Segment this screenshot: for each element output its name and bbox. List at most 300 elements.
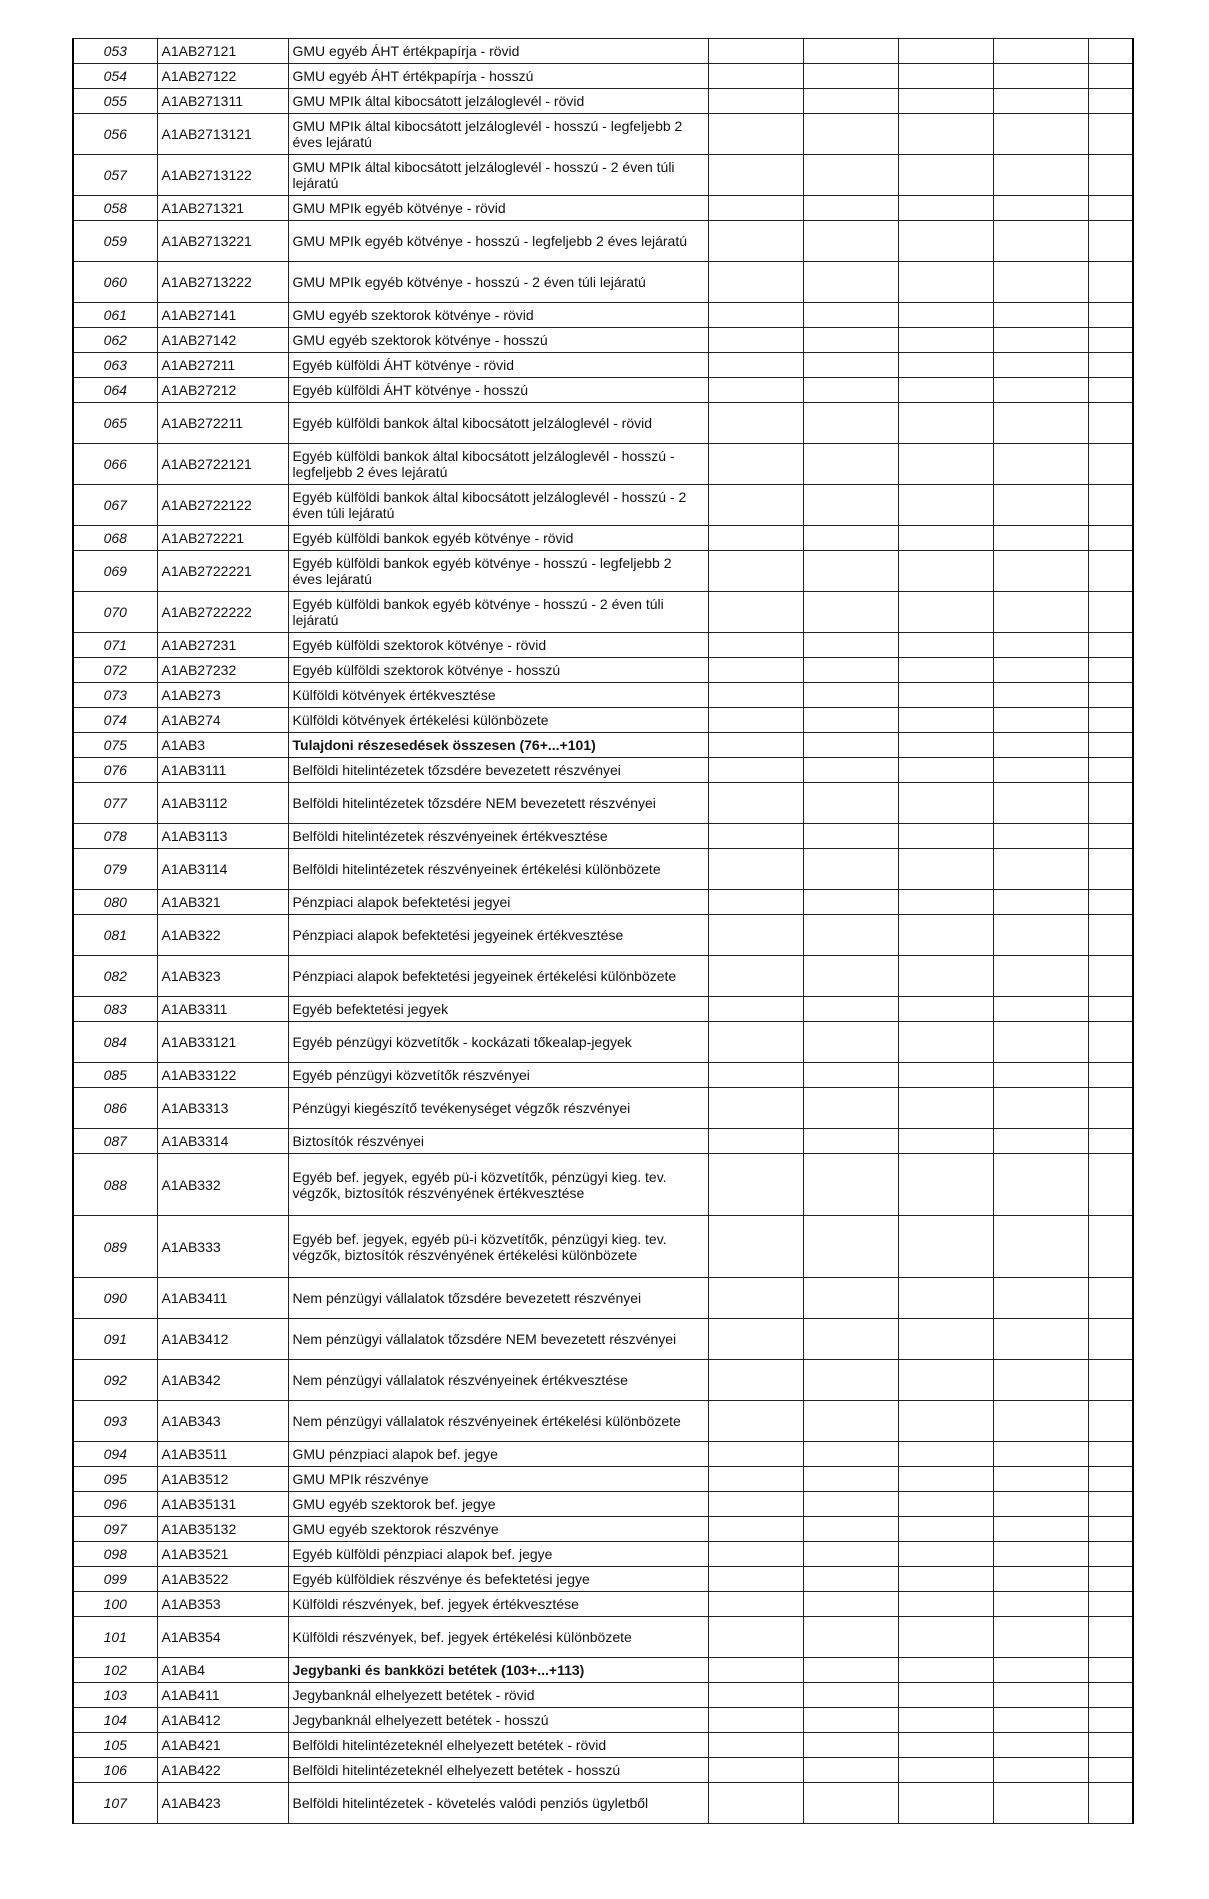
value-cell-2[interactable] <box>803 1517 898 1542</box>
value-cell-4[interactable] <box>993 758 1088 783</box>
value-cell-4[interactable] <box>993 733 1088 758</box>
value-cell-3[interactable] <box>898 64 993 89</box>
value-cell-5[interactable] <box>1088 1567 1133 1592</box>
value-cell-5[interactable] <box>1088 824 1133 849</box>
value-cell-5[interactable] <box>1088 403 1133 444</box>
value-cell-3[interactable] <box>898 403 993 444</box>
value-cell-2[interactable] <box>803 526 898 551</box>
value-cell-4[interactable] <box>993 155 1088 196</box>
value-cell-5[interactable] <box>1088 733 1133 758</box>
value-cell-4[interactable] <box>993 1319 1088 1360</box>
value-cell-1[interactable] <box>708 658 803 683</box>
value-cell-4[interactable] <box>993 262 1088 303</box>
value-cell-2[interactable] <box>803 824 898 849</box>
value-cell-4[interactable] <box>993 353 1088 378</box>
value-cell-3[interactable] <box>898 526 993 551</box>
value-cell-2[interactable] <box>803 1683 898 1708</box>
value-cell-5[interactable] <box>1088 849 1133 890</box>
value-cell-5[interactable] <box>1088 1542 1133 1567</box>
row-number-cell: 062 <box>73 328 157 353</box>
value-cell-4[interactable] <box>993 1733 1088 1758</box>
value-cell-4[interactable] <box>993 1592 1088 1617</box>
value-cell-5[interactable] <box>1088 378 1133 403</box>
value-cell-5[interactable] <box>1088 592 1133 633</box>
value-cell-1[interactable] <box>708 1401 803 1442</box>
value-cell-5[interactable] <box>1088 1129 1133 1154</box>
value-cell-3[interactable] <box>898 1154 993 1216</box>
value-cell-2[interactable] <box>803 997 898 1022</box>
value-cell-1[interactable] <box>708 1278 803 1319</box>
value-cell-2[interactable] <box>803 1442 898 1467</box>
row-number-cell: 099 <box>73 1567 157 1592</box>
value-cell-2[interactable] <box>803 378 898 403</box>
value-cell-3[interactable] <box>898 1401 993 1442</box>
row-code-cell: A1AB2722222 <box>157 592 288 633</box>
value-cell-5[interactable] <box>1088 708 1133 733</box>
value-cell-1[interactable] <box>708 1063 803 1088</box>
value-cell-4[interactable] <box>993 526 1088 551</box>
value-cell-2[interactable] <box>803 1401 898 1442</box>
value-cell-2[interactable] <box>803 890 898 915</box>
value-cell-4[interactable] <box>993 64 1088 89</box>
value-cell-4[interactable] <box>993 89 1088 114</box>
value-cell-3[interactable] <box>898 1319 993 1360</box>
value-cell-3[interactable] <box>898 1360 993 1401</box>
value-cell-3[interactable] <box>898 1467 993 1492</box>
value-cell-4[interactable] <box>993 1683 1088 1708</box>
value-cell-2[interactable] <box>803 303 898 328</box>
value-cell-1[interactable] <box>708 1129 803 1154</box>
value-cell-4[interactable] <box>993 485 1088 526</box>
table-row <box>73 353 1133 378</box>
value-cell-1[interactable] <box>708 89 803 114</box>
value-cell-1[interactable] <box>708 1708 803 1733</box>
value-cell-4[interactable] <box>993 1278 1088 1319</box>
value-cell-3[interactable] <box>898 633 993 658</box>
value-cell-1[interactable] <box>708 1783 803 1824</box>
value-cell-5[interactable] <box>1088 658 1133 683</box>
value-cell-1[interactable] <box>708 824 803 849</box>
value-cell-3[interactable] <box>898 1617 993 1658</box>
table-row <box>73 378 1133 403</box>
value-cell-2[interactable] <box>803 1492 898 1517</box>
row-number-cell: 069 <box>73 551 157 592</box>
value-cell-2[interactable] <box>803 1319 898 1360</box>
value-cell-4[interactable] <box>993 328 1088 353</box>
value-cell-1[interactable] <box>708 378 803 403</box>
value-cell-1[interactable] <box>708 1467 803 1492</box>
value-cell-1[interactable] <box>708 1758 803 1783</box>
value-cell-4[interactable] <box>993 1708 1088 1733</box>
value-cell-5[interactable] <box>1088 1683 1133 1708</box>
value-cell-3[interactable] <box>898 915 993 956</box>
value-cell-2[interactable] <box>803 783 898 824</box>
value-cell-3[interactable] <box>898 1492 993 1517</box>
value-cell-3[interactable] <box>898 1567 993 1592</box>
value-cell-5[interactable] <box>1088 444 1133 485</box>
value-cell-5[interactable] <box>1088 956 1133 997</box>
value-cell-3[interactable] <box>898 683 993 708</box>
value-cell-3[interactable] <box>898 1733 993 1758</box>
value-cell-4[interactable] <box>993 1567 1088 1592</box>
value-cell-2[interactable] <box>803 633 898 658</box>
value-cell-4[interactable] <box>993 196 1088 221</box>
value-cell-3[interactable] <box>898 551 993 592</box>
row-number-cell: 095 <box>73 1467 157 1492</box>
value-cell-4[interactable] <box>993 849 1088 890</box>
value-cell-4[interactable] <box>993 1758 1088 1783</box>
value-cell-2[interactable] <box>803 155 898 196</box>
value-cell-4[interactable] <box>993 915 1088 956</box>
value-cell-3[interactable] <box>898 1442 993 1467</box>
table-row <box>73 1154 1133 1216</box>
value-cell-4[interactable] <box>993 1088 1088 1129</box>
value-cell-2[interactable] <box>803 708 898 733</box>
value-cell-1[interactable] <box>708 1517 803 1542</box>
value-cell-4[interactable] <box>993 1216 1088 1278</box>
value-cell-4[interactable] <box>993 1783 1088 1824</box>
value-cell-1[interactable] <box>708 956 803 997</box>
value-cell-2[interactable] <box>803 221 898 262</box>
row-code-cell: A1AB3114 <box>157 849 288 890</box>
value-cell-5[interactable] <box>1088 262 1133 303</box>
value-cell-1[interactable] <box>708 353 803 378</box>
value-cell-1[interactable] <box>708 114 803 155</box>
row-number-cell: 105 <box>73 1733 157 1758</box>
value-cell-2[interactable] <box>803 733 898 758</box>
value-cell-5[interactable] <box>1088 1022 1133 1063</box>
value-cell-1[interactable] <box>708 39 803 64</box>
value-cell-1[interactable] <box>708 592 803 633</box>
value-cell-3[interactable] <box>898 1758 993 1783</box>
value-cell-1[interactable] <box>708 915 803 956</box>
value-cell-1[interactable] <box>708 633 803 658</box>
value-cell-3[interactable] <box>898 592 993 633</box>
value-cell-3[interactable] <box>898 956 993 997</box>
value-cell-1[interactable] <box>708 1154 803 1216</box>
row-code-cell: A1AB354 <box>157 1617 288 1658</box>
table-row <box>73 262 1133 303</box>
value-cell-3[interactable] <box>898 849 993 890</box>
value-cell-2[interactable] <box>803 956 898 997</box>
value-cell-2[interactable] <box>803 915 898 956</box>
value-cell-4[interactable] <box>993 1542 1088 1567</box>
value-cell-2[interactable] <box>803 592 898 633</box>
value-cell-4[interactable] <box>993 824 1088 849</box>
value-cell-3[interactable] <box>898 1658 993 1683</box>
value-cell-2[interactable] <box>803 758 898 783</box>
value-cell-1[interactable] <box>708 1683 803 1708</box>
value-cell-2[interactable] <box>803 1758 898 1783</box>
value-cell-5[interactable] <box>1088 890 1133 915</box>
value-cell-4[interactable] <box>993 1360 1088 1401</box>
value-cell-3[interactable] <box>898 733 993 758</box>
value-cell-2[interactable] <box>803 1733 898 1758</box>
value-cell-1[interactable] <box>708 526 803 551</box>
value-cell-5[interactable] <box>1088 1154 1133 1216</box>
value-cell-3[interactable] <box>898 1278 993 1319</box>
value-cell-2[interactable] <box>803 328 898 353</box>
value-cell-3[interactable] <box>898 758 993 783</box>
value-cell-5[interactable] <box>1088 915 1133 956</box>
value-cell-2[interactable] <box>803 1592 898 1617</box>
value-cell-2[interactable] <box>803 444 898 485</box>
value-cell-4[interactable] <box>993 444 1088 485</box>
value-cell-5[interactable] <box>1088 1442 1133 1467</box>
value-cell-5[interactable] <box>1088 1467 1133 1492</box>
value-cell-3[interactable] <box>898 353 993 378</box>
value-cell-5[interactable] <box>1088 1592 1133 1617</box>
value-cell-3[interactable] <box>898 708 993 733</box>
value-cell-5[interactable] <box>1088 551 1133 592</box>
value-cell-1[interactable] <box>708 1442 803 1467</box>
value-cell-1[interactable] <box>708 849 803 890</box>
value-cell-4[interactable] <box>993 221 1088 262</box>
value-cell-5[interactable] <box>1088 303 1133 328</box>
value-cell-1[interactable] <box>708 403 803 444</box>
value-cell-5[interactable] <box>1088 196 1133 221</box>
value-cell-5[interactable] <box>1088 633 1133 658</box>
row-code-cell: A1AB3511 <box>157 1442 288 1467</box>
value-cell-1[interactable] <box>708 1658 803 1683</box>
value-cell-1[interactable] <box>708 303 803 328</box>
value-cell-2[interactable] <box>803 1088 898 1129</box>
value-cell-5[interactable] <box>1088 1708 1133 1733</box>
value-cell-1[interactable] <box>708 262 803 303</box>
value-cell-2[interactable] <box>803 1129 898 1154</box>
value-cell-4[interactable] <box>993 1492 1088 1517</box>
value-cell-3[interactable] <box>898 1063 993 1088</box>
value-cell-2[interactable] <box>803 1216 898 1278</box>
value-cell-3[interactable] <box>898 485 993 526</box>
value-cell-4[interactable] <box>993 403 1088 444</box>
value-cell-1[interactable] <box>708 1542 803 1567</box>
value-cell-4[interactable] <box>993 997 1088 1022</box>
value-cell-3[interactable] <box>898 221 993 262</box>
row-code-cell: A1AB323 <box>157 956 288 997</box>
value-cell-2[interactable] <box>803 1022 898 1063</box>
value-cell-5[interactable] <box>1088 353 1133 378</box>
value-cell-4[interactable] <box>993 658 1088 683</box>
value-cell-3[interactable] <box>898 39 993 64</box>
value-cell-1[interactable] <box>708 1319 803 1360</box>
value-cell-4[interactable] <box>993 551 1088 592</box>
value-cell-2[interactable] <box>803 262 898 303</box>
value-cell-4[interactable] <box>993 1022 1088 1063</box>
value-cell-4[interactable] <box>993 890 1088 915</box>
table-row <box>73 1063 1133 1088</box>
row-number-cell: 058 <box>73 196 157 221</box>
value-cell-1[interactable] <box>708 890 803 915</box>
value-cell-2[interactable] <box>803 1278 898 1319</box>
value-cell-5[interactable] <box>1088 1517 1133 1542</box>
value-cell-3[interactable] <box>898 328 993 353</box>
value-cell-5[interactable] <box>1088 1360 1133 1401</box>
value-cell-1[interactable] <box>708 1617 803 1658</box>
value-cell-5[interactable] <box>1088 1319 1133 1360</box>
value-cell-4[interactable] <box>993 114 1088 155</box>
value-cell-4[interactable] <box>993 633 1088 658</box>
value-cell-5[interactable] <box>1088 997 1133 1022</box>
value-cell-2[interactable] <box>803 196 898 221</box>
value-cell-5[interactable] <box>1088 1758 1133 1783</box>
value-cell-1[interactable] <box>708 155 803 196</box>
value-cell-3[interactable] <box>898 1542 993 1567</box>
value-cell-1[interactable] <box>708 1592 803 1617</box>
value-cell-5[interactable] <box>1088 1216 1133 1278</box>
table-row <box>73 1658 1133 1683</box>
value-cell-1[interactable] <box>708 1022 803 1063</box>
value-cell-3[interactable] <box>898 1592 993 1617</box>
row-description-cell: GMU egyéb ÁHT értékpapírja - hosszú <box>288 64 708 89</box>
value-cell-3[interactable] <box>898 155 993 196</box>
value-cell-3[interactable] <box>898 1088 993 1129</box>
value-cell-2[interactable] <box>803 1658 898 1683</box>
value-cell-2[interactable] <box>803 114 898 155</box>
value-cell-3[interactable] <box>898 1216 993 1278</box>
value-cell-4[interactable] <box>993 378 1088 403</box>
value-cell-3[interactable] <box>898 890 993 915</box>
value-cell-2[interactable] <box>803 1154 898 1216</box>
value-cell-1[interactable] <box>708 758 803 783</box>
value-cell-5[interactable] <box>1088 526 1133 551</box>
value-cell-3[interactable] <box>898 196 993 221</box>
value-cell-2[interactable] <box>803 353 898 378</box>
value-cell-2[interactable] <box>803 403 898 444</box>
value-cell-2[interactable] <box>803 1617 898 1658</box>
value-cell-5[interactable] <box>1088 1401 1133 1442</box>
value-cell-4[interactable] <box>993 39 1088 64</box>
value-cell-1[interactable] <box>708 485 803 526</box>
value-cell-2[interactable] <box>803 1783 898 1824</box>
value-cell-5[interactable] <box>1088 783 1133 824</box>
value-cell-2[interactable] <box>803 1360 898 1401</box>
value-cell-5[interactable] <box>1088 1617 1133 1658</box>
value-cell-2[interactable] <box>803 1467 898 1492</box>
value-cell-4[interactable] <box>993 956 1088 997</box>
value-cell-3[interactable] <box>898 824 993 849</box>
value-cell-2[interactable] <box>803 658 898 683</box>
value-cell-2[interactable] <box>803 89 898 114</box>
value-cell-5[interactable] <box>1088 1492 1133 1517</box>
value-cell-5[interactable] <box>1088 683 1133 708</box>
value-cell-4[interactable] <box>993 303 1088 328</box>
value-cell-1[interactable] <box>708 444 803 485</box>
value-cell-4[interactable] <box>993 708 1088 733</box>
value-cell-5[interactable] <box>1088 1733 1133 1758</box>
value-cell-4[interactable] <box>993 1467 1088 1492</box>
value-cell-3[interactable] <box>898 303 993 328</box>
value-cell-2[interactable] <box>803 485 898 526</box>
value-cell-3[interactable] <box>898 1517 993 1542</box>
table-row <box>73 1278 1133 1319</box>
value-cell-2[interactable] <box>803 1063 898 1088</box>
value-cell-5[interactable] <box>1088 1278 1133 1319</box>
row-code-cell: A1AB2722122 <box>157 485 288 526</box>
value-cell-5[interactable] <box>1088 485 1133 526</box>
value-cell-3[interactable] <box>898 1783 993 1824</box>
value-cell-1[interactable] <box>708 783 803 824</box>
value-cell-4[interactable] <box>993 592 1088 633</box>
value-cell-1[interactable] <box>708 221 803 262</box>
value-cell-1[interactable] <box>708 1216 803 1278</box>
value-cell-4[interactable] <box>993 1401 1088 1442</box>
value-cell-1[interactable] <box>708 1567 803 1592</box>
value-cell-1[interactable] <box>708 733 803 758</box>
value-cell-1[interactable] <box>708 708 803 733</box>
value-cell-5[interactable] <box>1088 64 1133 89</box>
value-cell-3[interactable] <box>898 378 993 403</box>
value-cell-3[interactable] <box>898 1022 993 1063</box>
value-cell-4[interactable] <box>993 683 1088 708</box>
value-cell-4[interactable] <box>993 1517 1088 1542</box>
value-cell-3[interactable] <box>898 89 993 114</box>
value-cell-4[interactable] <box>993 1617 1088 1658</box>
value-cell-1[interactable] <box>708 1492 803 1517</box>
value-cell-2[interactable] <box>803 1708 898 1733</box>
value-cell-5[interactable] <box>1088 1088 1133 1129</box>
value-cell-1[interactable] <box>708 683 803 708</box>
value-cell-5[interactable] <box>1088 155 1133 196</box>
value-cell-4[interactable] <box>993 1442 1088 1467</box>
value-cell-5[interactable] <box>1088 114 1133 155</box>
value-cell-4[interactable] <box>993 783 1088 824</box>
row-number-cell: 070 <box>73 592 157 633</box>
value-cell-5[interactable] <box>1088 328 1133 353</box>
value-cell-4[interactable] <box>993 1658 1088 1683</box>
value-cell-2[interactable] <box>803 683 898 708</box>
value-cell-4[interactable] <box>993 1063 1088 1088</box>
value-cell-5[interactable] <box>1088 1063 1133 1088</box>
value-cell-2[interactable] <box>803 551 898 592</box>
value-cell-2[interactable] <box>803 39 898 64</box>
row-number-cell: 082 <box>73 956 157 997</box>
value-cell-3[interactable] <box>898 444 993 485</box>
value-cell-1[interactable] <box>708 64 803 89</box>
value-cell-3[interactable] <box>898 1708 993 1733</box>
value-cell-4[interactable] <box>993 1129 1088 1154</box>
value-cell-3[interactable] <box>898 1683 993 1708</box>
value-cell-2[interactable] <box>803 64 898 89</box>
value-cell-5[interactable] <box>1088 758 1133 783</box>
value-cell-1[interactable] <box>708 196 803 221</box>
value-cell-3[interactable] <box>898 658 993 683</box>
value-cell-3[interactable] <box>898 783 993 824</box>
value-cell-2[interactable] <box>803 1542 898 1567</box>
value-cell-1[interactable] <box>708 1733 803 1758</box>
value-cell-3[interactable] <box>898 114 993 155</box>
value-cell-2[interactable] <box>803 1567 898 1592</box>
value-cell-5[interactable] <box>1088 221 1133 262</box>
value-cell-3[interactable] <box>898 997 993 1022</box>
value-cell-1[interactable] <box>708 1088 803 1129</box>
value-cell-2[interactable] <box>803 849 898 890</box>
table-row <box>73 1216 1133 1278</box>
value-cell-5[interactable] <box>1088 1783 1133 1824</box>
value-cell-1[interactable] <box>708 328 803 353</box>
value-cell-4[interactable] <box>993 1154 1088 1216</box>
value-cell-1[interactable] <box>708 551 803 592</box>
value-cell-3[interactable] <box>898 1129 993 1154</box>
value-cell-1[interactable] <box>708 997 803 1022</box>
value-cell-3[interactable] <box>898 262 993 303</box>
value-cell-1[interactable] <box>708 1360 803 1401</box>
row-number-cell: 086 <box>73 1088 157 1129</box>
value-cell-5[interactable] <box>1088 1658 1133 1683</box>
row-description-cell: GMU MPIk egyéb kötvénye - hosszú - legfeljebb 2 éves lejáratú <box>288 221 708 262</box>
value-cell-5[interactable] <box>1088 89 1133 114</box>
value-cell-5[interactable] <box>1088 39 1133 64</box>
